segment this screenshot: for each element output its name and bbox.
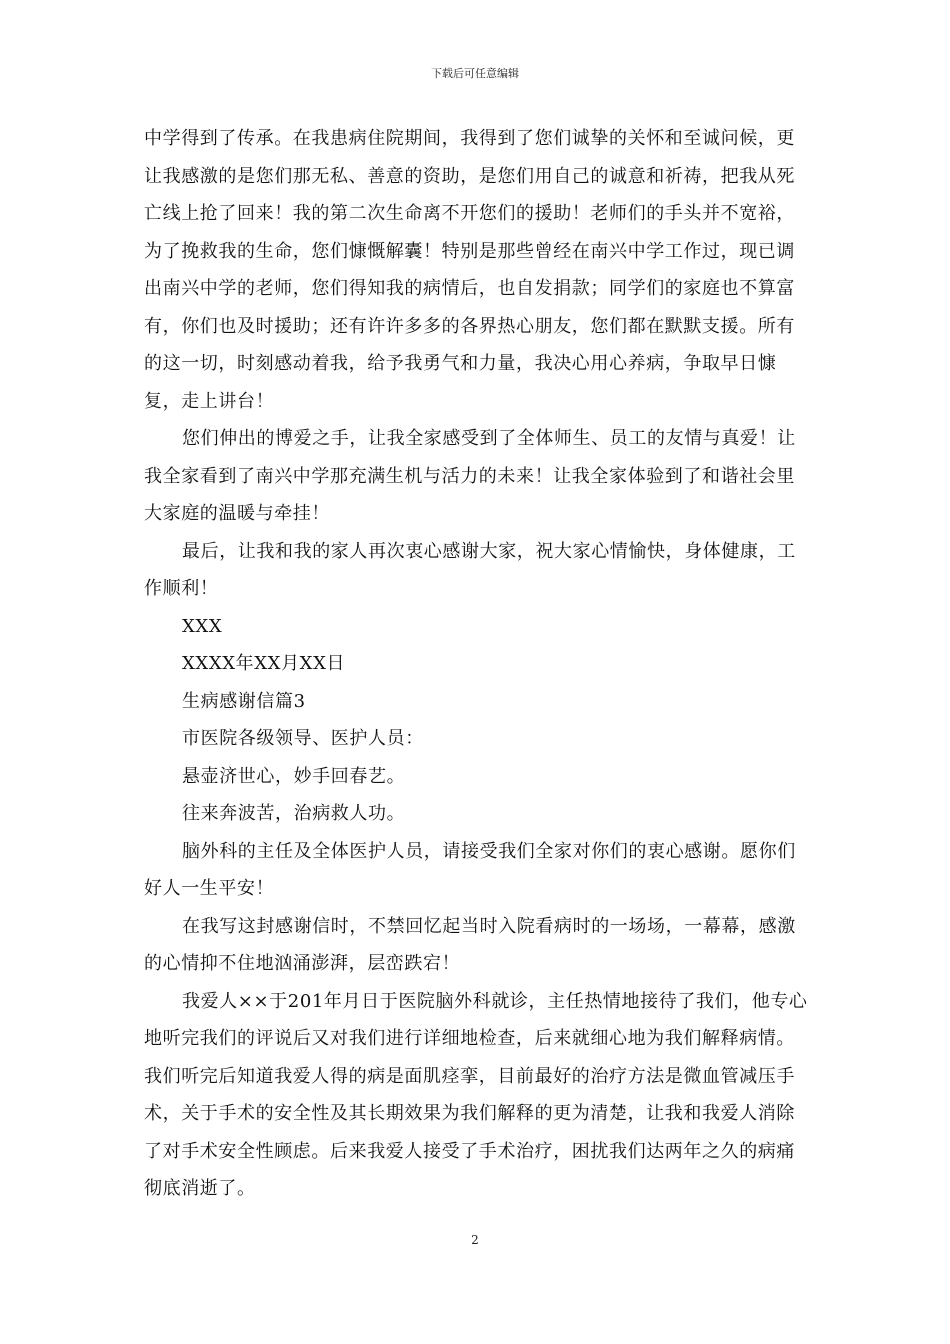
- couplet-line-1: 悬壶济世心，妙手回春艺。: [182, 765, 406, 787]
- couplet-line-2: 往来奔波苦，治病救人功。: [182, 803, 406, 824]
- paragraph-recollection: 在我写这封感谢信时，不禁回忆起当时入院看病时的一场场，一幕幕，感激的心情抑不住地汹涌澎湃，层峦跌宕！: [144, 915, 796, 974]
- letter-salutation: 市医院各级领导、医护人员：: [182, 728, 424, 749]
- paragraph-treatment-story: 我爱人××于201年月日于医院脑外科就诊，主任热情地接待了我们，他专心地听完我们的评说后又对我们进行详细地检查，后来就细心地为我们解释病情。我们听完后知道我爱人得的病是面肌痉挛，目前最好的治疗方法是微血管减压手术，关于手术的安全性及其长期效果为我们解释的更为清楚，让我和我爱人消除了对手术安全性顾虑。后来我爱人接受了手术治疗，困扰我们达两年之久的病痛彻底消逝了。: [144, 990, 808, 1199]
- document-body: [144, 120, 810, 1208]
- paragraph-gratitude-love: 您们伸出的博爱之手，让我全家感受到了全体师生、员工的友情与真爱！让我全家看到了南兴中学那充满生机与活力的未来！让我全家体验到了和谐社会里大家庭的温暖与牵挂！: [144, 428, 796, 524]
- paragraph-continuation: 中学得到了传承。在我患病住院期间，我得到了您们诚挚的关怀和至诚问候，更让我感激的是您们那无私、善意的资助，是您们用自己的诚意和祈祷，把我从死亡线上抢了回来！我的第二次生命离不开您们的援助！老师们的手头并不宽裕，为了挽救我的生命，您们慷慨解囊！特别是那些曾经在南兴中学工作过，现已调出南兴中学的老师，您们得知我的病情后，也自发捐款；同学们的家庭也不算富有，你们也及时援助；还有许许多多的各界热心朋友，您们都在默默支援。所有的这一切，时刻感动着我，给予我勇气和力量，我决心用心养病，争取早日慷复，走上讲台！: [144, 128, 795, 412]
- page-header: 下载后可任意编辑: [431, 67, 519, 80]
- paragraph-closing-wishes: 最后，让我和我的家人再次衷心感谢大家，祝大家心情愉快，身体健康，工作顺利！: [144, 540, 796, 599]
- page-number: 2: [471, 1233, 479, 1247]
- paragraph-thanks-department: 脑外科的主任及全体医护人员，请接受我们全家对你们的衷心感谢。愿你们好人一生平安！: [144, 840, 796, 899]
- signature-name: XXX: [182, 615, 223, 637]
- section-title: 生病感谢信篇3: [182, 690, 306, 712]
- signature-date: XXXX年XX月XX日: [182, 653, 346, 674]
